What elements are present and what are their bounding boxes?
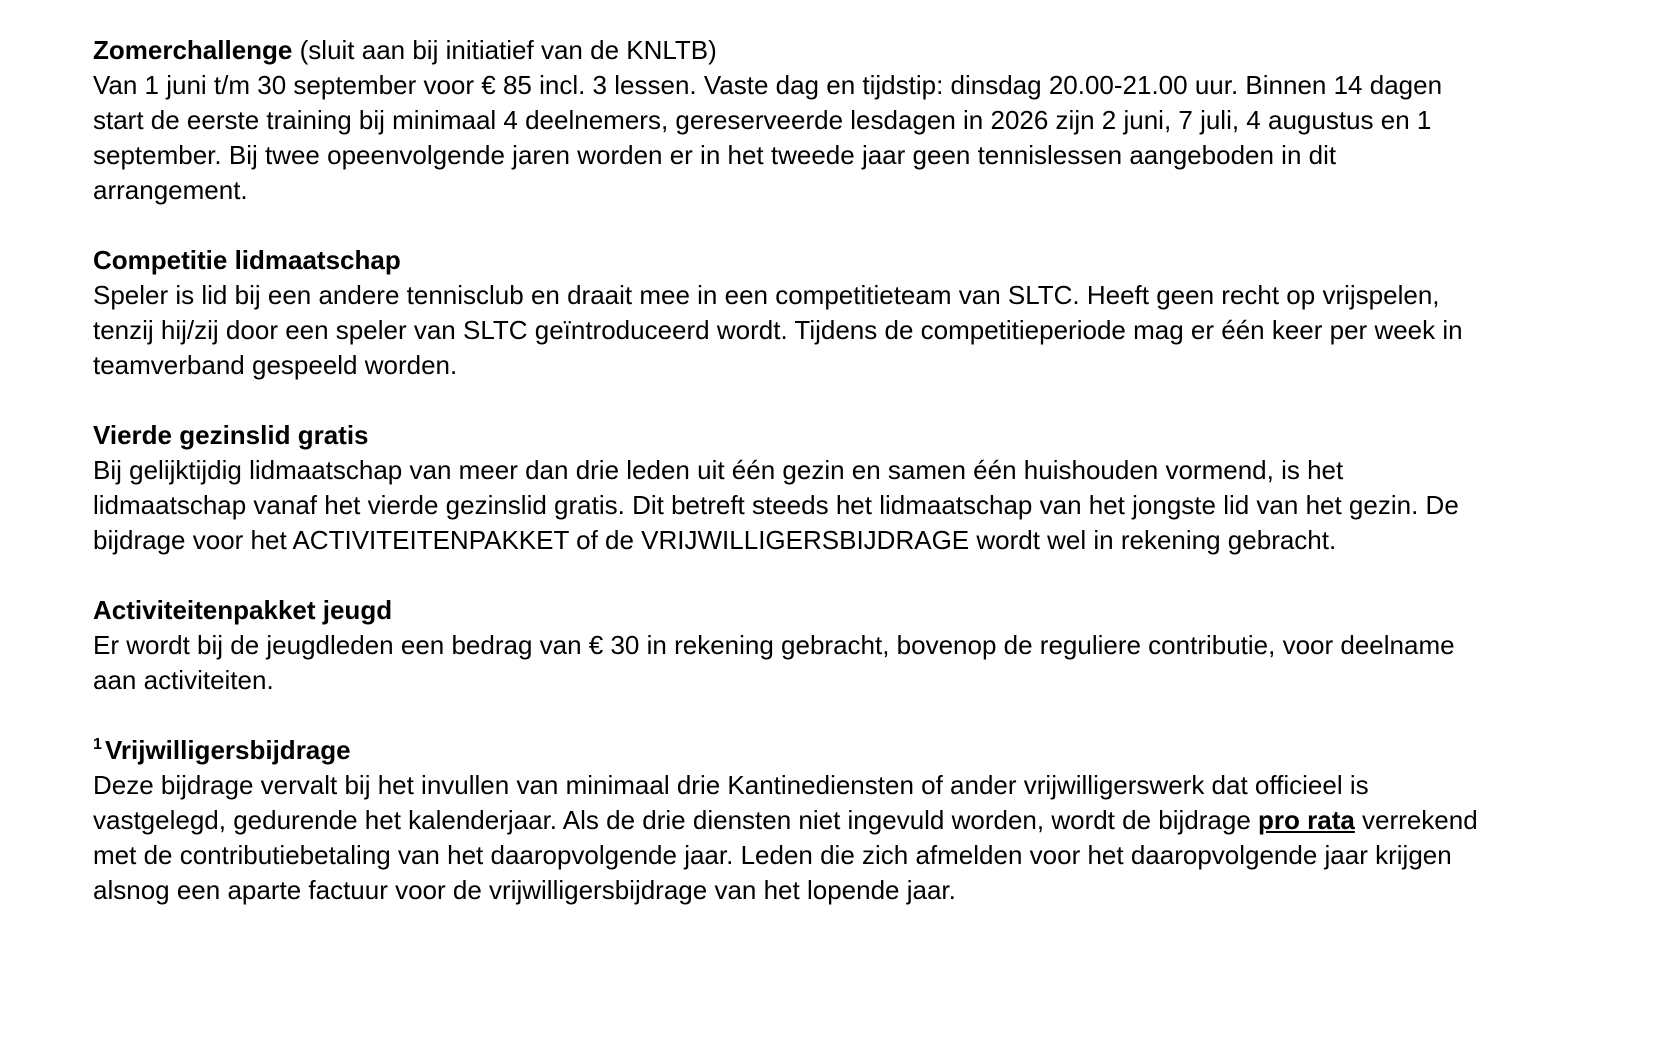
section-vrijwilligersbijdrage bbox=[93, 733, 1495, 908]
section-heading-vierde-gezinslid-gratis: Vierde gezinslid gratis bbox=[93, 420, 369, 450]
section-vierde-gezinslid-gratis bbox=[93, 418, 1495, 558]
section-heading-line bbox=[93, 33, 1495, 68]
section-heading-zomerchallenge: Zomerchallenge bbox=[93, 35, 293, 65]
section-body-activiteitenpakket-jeugd: Er wordt bij de jeugdleden een bedrag van € 30 in rekening gebracht, bovenop de reguliere contributie, voor deelname aan activiteiten. bbox=[93, 630, 1455, 695]
footnote-marker: 1 bbox=[93, 735, 102, 754]
pro-rata-emphasis: pro rata bbox=[1258, 805, 1355, 835]
section-competitie-lidmaatschap bbox=[93, 243, 1495, 383]
section-heading-suffix: (sluit aan bij initiatief van de KNLTB) bbox=[292, 35, 717, 65]
section-body-vrijwilligersbijdrage bbox=[93, 768, 1495, 908]
section-body-vierde-gezinslid-gratis: Bij gelijktijdig lidmaatschap van meer dan drie leden uit één gezin en samen één huishouden vormend, is het lidmaatschap vanaf het vierde gezinslid gratis. Dit betreft steeds het lidmaatschap van het jongste lid van het gezin. De bijdrage voor het ACTIVITEITENPAKKET of de VRIJWILLIGERSBIJDRAGE wordt wel in rekening gebracht. bbox=[93, 455, 1459, 555]
body-text-after-pro-rata: verrekend met de contributiebetaling van het daaropvolgende jaar. Leden die zich afmelden voor het daaropvolgende jaar krijgen alsnog een aparte factuur voor de vrijwilligersbijdrage van het lopende jaar. bbox=[93, 805, 1478, 905]
section-heading-vrijwilligersbijdrage: Vrijwilligersbijdrage bbox=[104, 735, 351, 765]
section-body-zomerchallenge: Van 1 juni t/m 30 september voor € 85 incl. 3 lessen. Vaste dag en tijdstip: dinsdag 20.00-21.00 uur. Binnen 14 dagen start de eerste training bij minimaal 4 deelnemers, gereserveerde lesdagen in 2026 zijn 2 juni, 7 juli, 4 augustus en 1 september. Bij twee opeenvolgende jaren worden er in het tweede jaar geen tennislessen aangeboden in dit arrangement. bbox=[93, 70, 1443, 205]
section-heading-line-vrijwilligersbijdrage bbox=[93, 733, 1495, 768]
section-body-competitie-lidmaatschap: Speler is lid bij een andere tennisclub en draait mee in een competitieteam van SLTC. Heeft geen recht op vrijspelen, tenzij hij/zij door een speler van SLTC geïntroduceerd wordt. Tijdens de competitieperiode mag er één keer per week in teamverband gespeeld worden. bbox=[93, 280, 1463, 380]
section-activiteitenpakket-jeugd bbox=[93, 593, 1495, 698]
section-heading-activiteitenpakket-jeugd: Activiteitenpakket jeugd bbox=[93, 595, 393, 625]
section-heading-competitie-lidmaatschap: Competitie lidmaatschap bbox=[93, 245, 401, 275]
section-zomerchallenge bbox=[93, 33, 1495, 208]
body-text-before-pro-rata: Deze bijdrage vervalt bij het invullen van minimaal drie Kantinediensten of ander vrijwilligerswerk dat officieel is vastgelegd, gedurende het kalenderjaar. Als de drie diensten niet ingevuld worden, wordt de bijdrage bbox=[93, 770, 1369, 835]
